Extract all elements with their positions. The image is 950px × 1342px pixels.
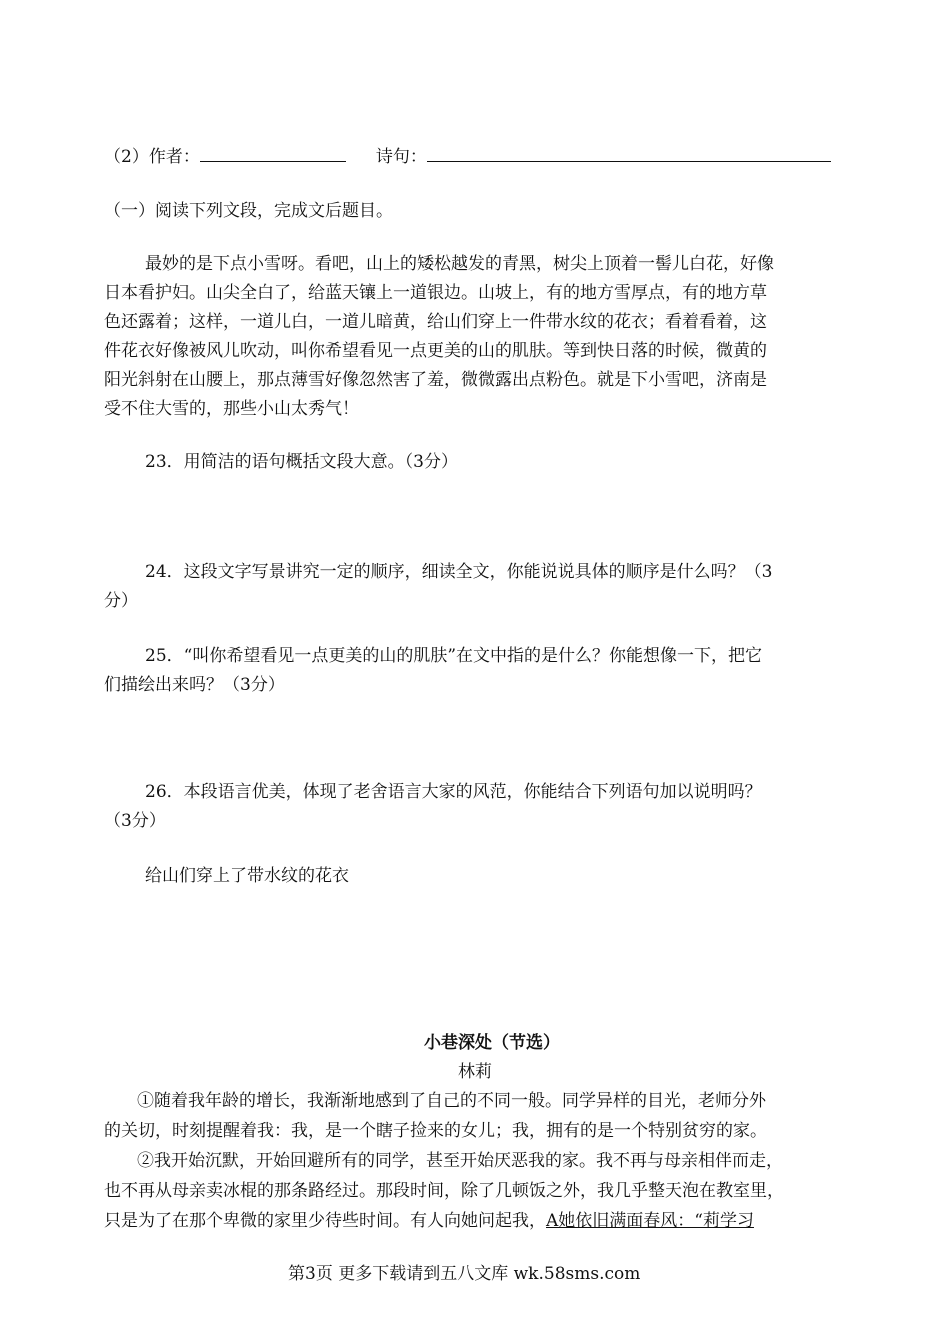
question-26-line-2: （3分） xyxy=(104,811,166,831)
passage-line-3: 色还露着；这样，一道儿白，一道儿暗黄，给山们穿上一件带水纹的花衣；看着看着，这 xyxy=(104,312,767,332)
story-line-3: ②我开始沉默，开始回避所有的同学，甚至开始厌恶我的家。我不再与母亲相伴而走， xyxy=(137,1151,783,1171)
passage-line-4: 件花衣好像被风儿吹动，叫你希望看见一点更美的山的肌肤。等到快日落的时候，微黄的 xyxy=(104,341,767,361)
story-line-2: 的关切，时刻提醒着我：我，是一个瞎子捡来的女儿；我，拥有的是一个特别贫穷的家。 xyxy=(104,1121,767,1141)
story-line-5-plain: 只是为了在那个卑微的家里少待些时间。有人向她问起我， xyxy=(104,1211,546,1231)
poem-blank[interactable] xyxy=(427,145,831,162)
question-25-line-2: 们描绘出来吗？（3分） xyxy=(104,675,285,695)
question-24-line-1: 24．这段文字写景讲究一定的顺序，细读全文，你能说说具体的顺序是什么吗？（3 xyxy=(145,562,773,582)
story-line-5 xyxy=(104,1210,754,1232)
question-26-line-1: 26．本段语言优美，体现了老舍语言大家的风范，你能结合下列语句加以说明吗？ xyxy=(145,782,762,802)
page-footer: 第3页 更多下载请到五八文库 wk.58sms.com xyxy=(288,1264,641,1284)
q2-poem-label: 诗句： xyxy=(375,147,427,167)
question-23: 23．用简洁的语句概括文段大意。（3分） xyxy=(145,452,458,472)
story-title: 小巷深处（节选） xyxy=(424,1033,560,1053)
story-line-5-underlined: A她依旧满面春风：“莉学习 xyxy=(546,1211,754,1231)
question-24-line-2: 分） xyxy=(104,591,138,611)
q2-author-label: （2）作者： xyxy=(104,147,200,167)
passage-line-6: 受不住大雪的，那些小山太秀气！ xyxy=(104,399,359,419)
author-blank[interactable] xyxy=(200,145,346,162)
question-25-line-1: 25．“叫你希望看见一点更美的山的肌肤”在文中指的是什么？你能想像一下，把它 xyxy=(145,646,763,666)
passage-line-1: 最妙的是下点小雪呀。看吧，山上的矮松越发的青黑，树尖上顶着一髻儿白花，好像 xyxy=(145,254,774,274)
section-heading: （一）阅读下列文段，完成文后题目。 xyxy=(104,201,393,221)
passage-line-5: 阳光斜射在山腰上，那点薄雪好像忽然害了羞，微微露出点粉色。就是下小雪吧，济南是 xyxy=(104,370,767,390)
q2-line xyxy=(104,145,831,168)
story-line-1: ①随着我年龄的增长，我渐渐地感到了自己的不同一般。同学异样的目光，老师分外 xyxy=(137,1091,766,1111)
question-26-quote: 给山们穿上了带水纹的花衣 xyxy=(145,866,349,886)
passage-line-2: 日本看护妇。山尖全白了，给蓝天镶上一道银边。山坡上，有的地方雪厚点，有的地方草 xyxy=(104,283,767,303)
story-author: 林莉 xyxy=(458,1062,492,1082)
story-line-4: 也不再从母亲卖冰棍的那条路经过。那段时间，除了几顿饭之外，我几乎整天泡在教室里， xyxy=(104,1181,784,1201)
